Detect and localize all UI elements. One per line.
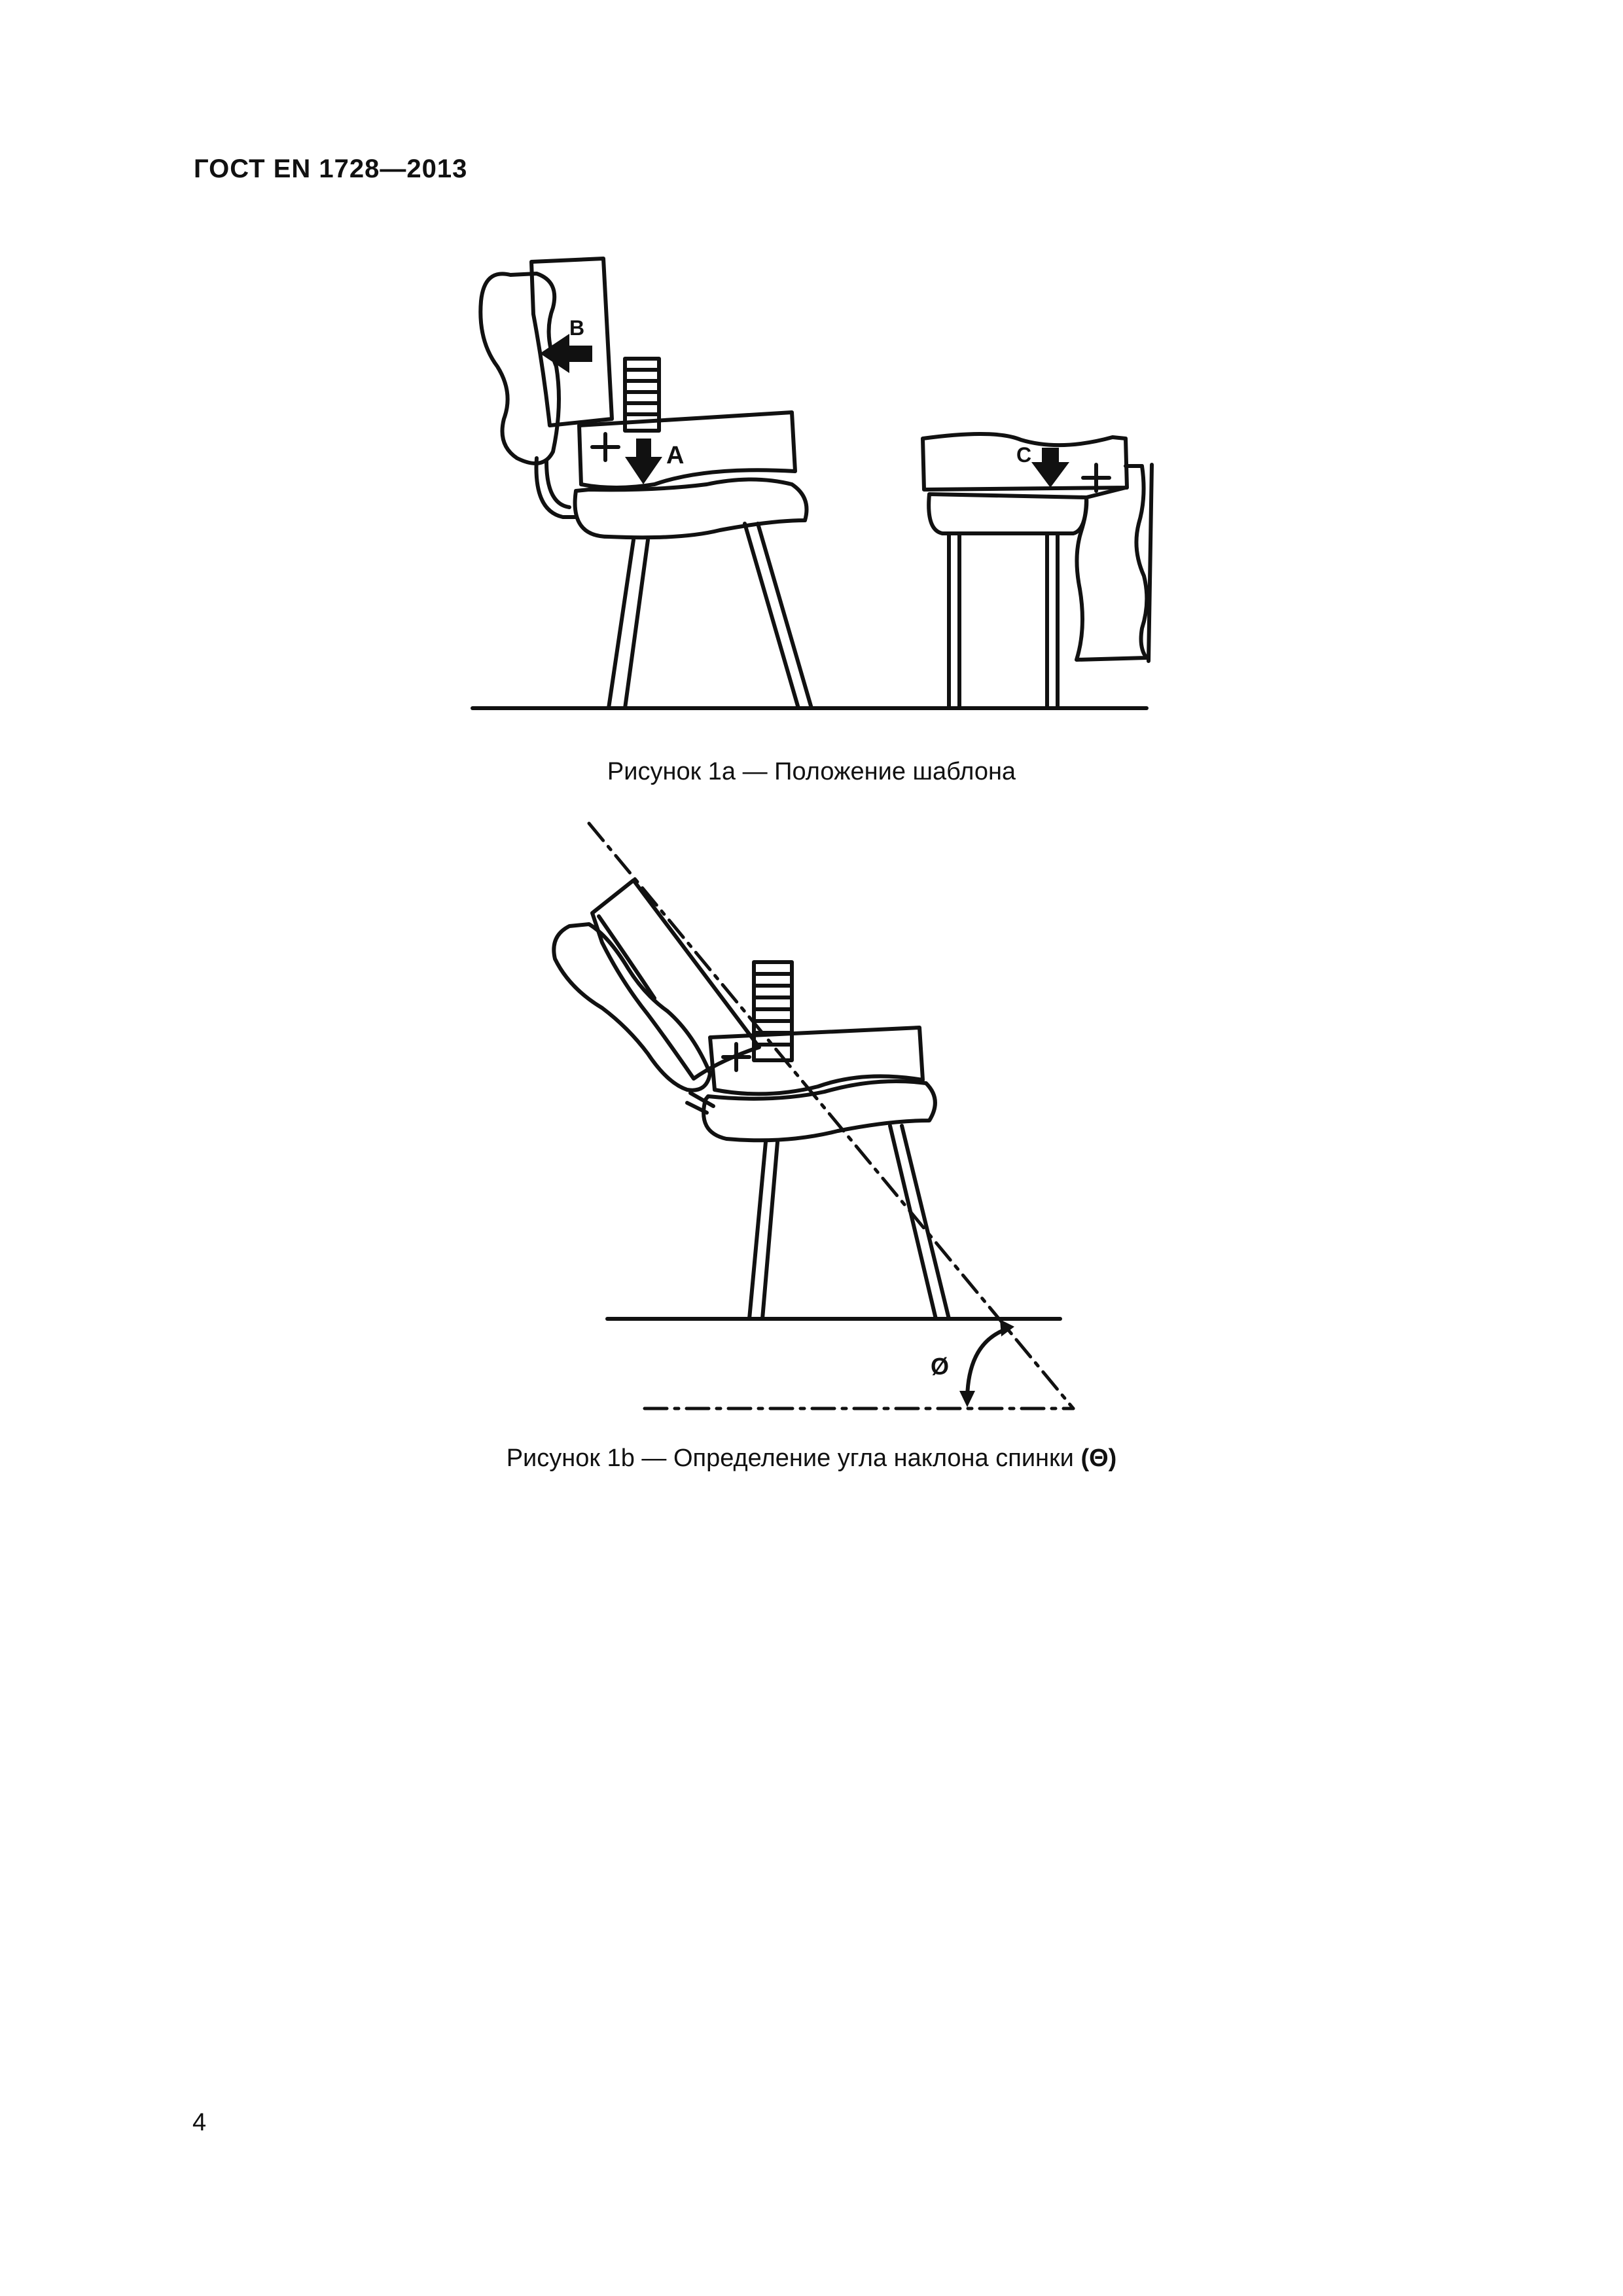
label-c: C xyxy=(1016,443,1032,467)
label-a: A xyxy=(666,442,685,469)
page-number: 4 xyxy=(192,2109,207,2136)
label-b: B xyxy=(569,316,585,340)
figure-1a-caption: Рисунок 1a — Положение шаблона xyxy=(607,758,1016,785)
document-header: ГОСТ EN 1728—2013 xyxy=(194,154,468,183)
angle-arc xyxy=(967,1329,1008,1397)
figure-1b-caption xyxy=(0,1444,1623,1473)
angle-label: Ø xyxy=(931,1353,950,1380)
figure-1b-caption-text: Рисунок 1b — Определение угла наклона спинки xyxy=(506,1444,1081,1472)
angle-arrowhead-bottom xyxy=(959,1391,975,1407)
tilted-seat-template xyxy=(710,1028,923,1094)
theta-symbol: (Θ) xyxy=(1080,1444,1117,1472)
tilted-back-template xyxy=(592,880,759,1079)
tilted-seat-cushion xyxy=(704,1081,935,1140)
